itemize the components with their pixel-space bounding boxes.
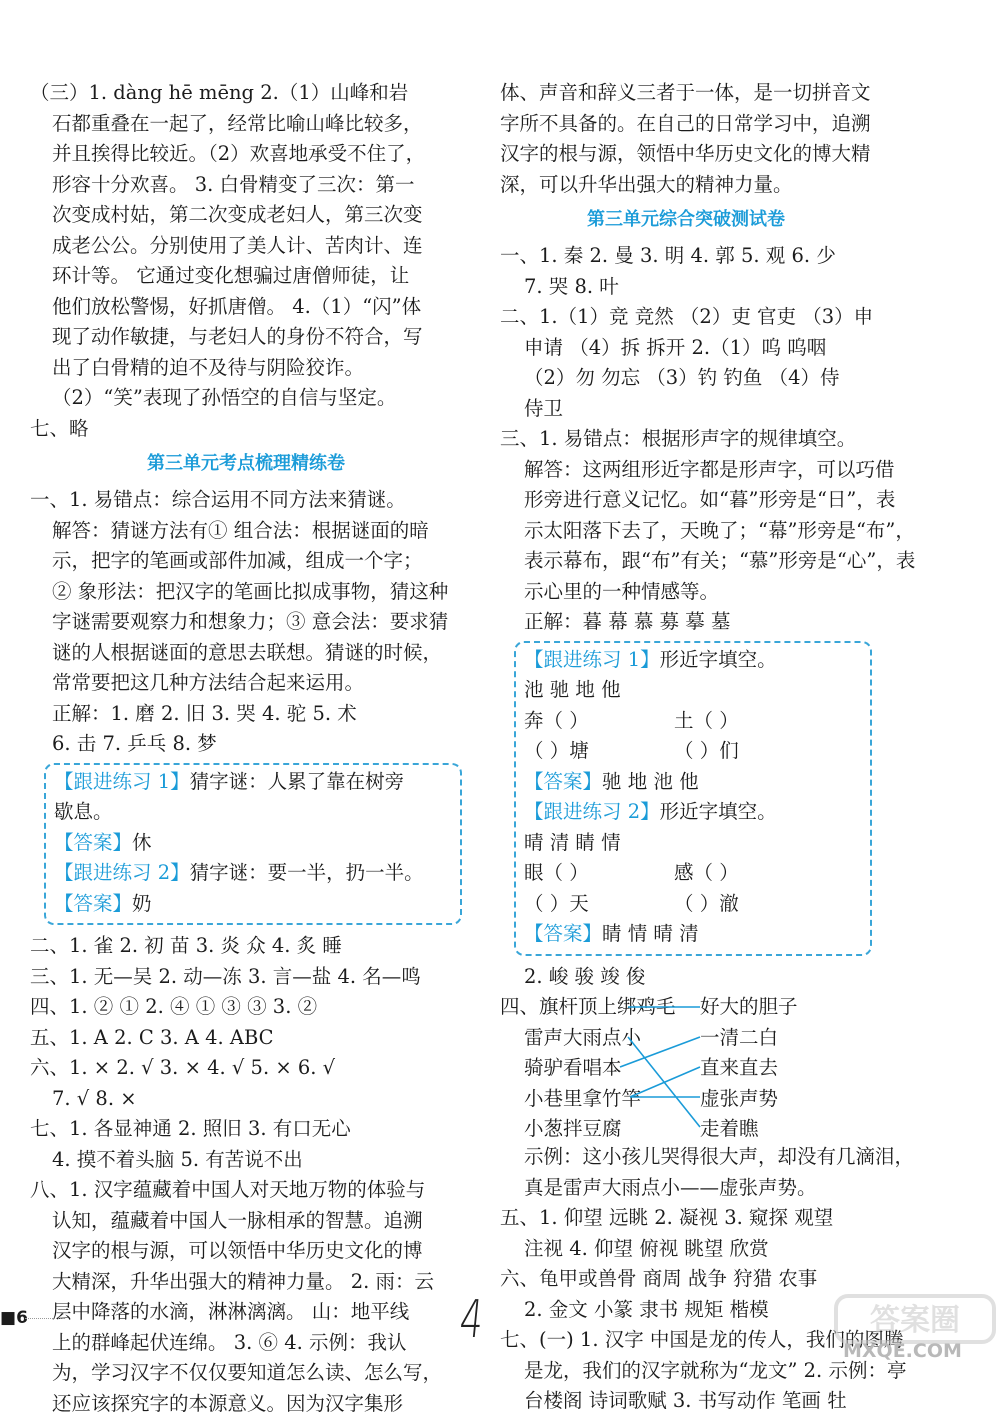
text-line: 一、1. 易错点：综合运用不同方法来猜谜。	[30, 485, 462, 516]
practice-text: 猜字谜：要一半，扔一半。	[190, 861, 424, 884]
text-line: 七、1. 各显神通 2. 照旧 3. 有口无心	[30, 1114, 462, 1145]
text-line: 7. √ 8. ×	[30, 1084, 462, 1115]
text-line: 7. 哭 8. 叶	[500, 272, 872, 303]
text-line: 二、1.（1）竞 竞然 （2）吏 官吏 （3）申	[500, 302, 872, 333]
text-line: 汉字的根与源，领悟中华历史文化的博大精	[500, 139, 872, 170]
answer-tag: 【答案】	[524, 770, 602, 793]
text-line: 形旁进行意义记忆。如“暮”形旁是“日”，表	[500, 485, 872, 516]
page-number: ■6	[0, 1308, 28, 1328]
blank: 眼（ ）	[524, 858, 674, 889]
practice-tag: 【跟进练习 1】	[54, 770, 190, 793]
text-line: 成老公公。分别使用了美人计、苦肉计、连	[30, 231, 462, 262]
divider	[25, 1318, 65, 1319]
watermark-label: 答案圈	[870, 1303, 960, 1338]
text-line: 汉字的根与源，可以领悟中华历史文化的博	[30, 1236, 462, 1267]
answer-text: 休	[132, 831, 152, 854]
blank: 感（ ）	[674, 861, 739, 884]
text-line: （2）“笑”表现了孙悟空的自信与坚定。	[30, 383, 462, 414]
text-line: 申请 （4）拆 拆开 2.（1）呜 呜咽	[500, 333, 872, 364]
matching-exercise	[500, 992, 872, 1142]
text-line: 石都重叠在一起了，经常比喻山峰比较多，	[30, 109, 462, 140]
text-line: 字所不具备的。在自己的日常学习中，追溯	[500, 109, 872, 140]
answer-tag: 【答案】	[54, 892, 132, 915]
text-line: 示，把字的笔画或部件加减，组成一个字；	[30, 546, 462, 577]
text-line: （三）1. dàng hē mēng 2.（1）山峰和岩	[30, 78, 462, 109]
match-left-item: 骑驴看唱本	[500, 1053, 660, 1084]
text-line: 注视 4. 仰望 俯视 眺望 欣赏	[500, 1234, 872, 1265]
text-line: 正解：暮 幕 慕 募 摹 墓	[500, 607, 872, 638]
blank: （ ）塘	[524, 736, 674, 767]
text-line: 八、1. 汉字蕴藏着中国人对天地万物的体验与	[30, 1175, 462, 1206]
text-line: 三、1. 无—吴 2. 动—冻 3. 言—盐 4. 名—鸣	[30, 962, 462, 993]
text-line: 大精深，升华出强大的精神力量。 2. 雨：云	[30, 1267, 462, 1298]
text-line: 示例：这小孩儿哭得很大声，却没有几滴泪，	[500, 1142, 872, 1173]
answer-text: 奶	[132, 892, 152, 915]
match-right-item: 虚张声势	[700, 1084, 870, 1115]
text-line: 出了白骨精的迫不及待与阴险狡诈。	[30, 353, 462, 384]
text-line: 为，学习汉字不仅仅要知道怎么读、怎么写，	[30, 1358, 462, 1389]
match-right-item: 一清二白	[700, 1023, 870, 1054]
watermark-url: MXQE.COM	[843, 1340, 962, 1362]
text-line: 六、1. × 2. √ 3. × 4. √ 5. × 6. √	[30, 1053, 462, 1084]
answer-text: 驰 地 池 他	[602, 770, 699, 793]
text-line: 上的群峰起伏连绵。 3. ⑥ 4. 示例：我认	[30, 1328, 462, 1359]
text-line: 示心里的一种情感等。	[500, 577, 872, 608]
text-line: 体、声音和辞义三者于一体，是一切拼音文	[500, 78, 872, 109]
text-line: 七、(一) 1. 汉字 中国是龙的传人，我们的图腾	[500, 1325, 872, 1356]
match-left-item: 小葱拌豆腐	[500, 1114, 660, 1145]
text-line: ② 象形法：把汉字的笔画比拟成事物，猜这种	[30, 577, 462, 608]
text-line: 五、1. 仰望 远眺 2. 凝视 3. 窥探 观望	[500, 1203, 872, 1234]
text-line: 6. 击 7. 乒乓 8. 梦	[30, 729, 462, 760]
match-right-item: 走着瞧	[700, 1114, 870, 1145]
match-left-item: 雷声大雨点小	[500, 1023, 660, 1054]
match-left-item: 小巷里拿竹竿	[500, 1084, 660, 1115]
text-line: 字谜需要观察力和想象力；③ 意会法：要求猜	[30, 607, 462, 638]
practice-text: 形近字填空。	[660, 648, 777, 671]
practice-text: 歇息。	[54, 797, 452, 828]
practice-box	[514, 641, 872, 956]
blank: （ ）天	[524, 889, 674, 920]
text-line: 四、1. ② ① 2. ④ ① ③ ③ 3. ②	[30, 992, 462, 1023]
section-title: 第三单元综合突破测试卷	[500, 206, 872, 234]
blank: （ ）澈	[674, 892, 739, 915]
text-line: 台楼阁 诗词歌赋 3. 书写动作 笔画 牡	[500, 1386, 872, 1417]
text-line: 2. 金文 小篆 隶书 规矩 楷模	[500, 1295, 872, 1326]
text-line: 深，可以升华出强大的精神力量。	[500, 170, 872, 201]
left-column	[30, 78, 462, 1419]
practice-text: 猜字谜：人累了靠在树旁	[190, 770, 405, 793]
practice-text: 池 驰 地 他	[524, 675, 862, 706]
text-line: 一、1. 秦 2. 曼 3. 明 4. 郭 5. 观 6. 少	[500, 241, 872, 272]
practice-tag: 【跟进练习 2】	[524, 800, 660, 823]
text-line: 层中降落的水滴，淋淋漓漓。 山：地平线	[30, 1297, 462, 1328]
text-line: 正解：1. 磨 2. 旧 3. 哭 4. 驼 5. 术	[30, 699, 462, 730]
answer-tag: 【答案】	[54, 831, 132, 854]
text-line: 是龙，我们的汉字就称为“龙文” 2. 示例：亭	[500, 1356, 872, 1387]
text-line: 示太阳落下去了，天晚了；“幕”形旁是“布”，	[500, 516, 872, 547]
text-line: 五、1. A 2. C 3. A 4. ABC	[30, 1023, 462, 1054]
text-line: 还应该探究字的本源意义。因为汉字集形	[30, 1389, 462, 1419]
text-line: 常常要把这几种方法结合起来运用。	[30, 668, 462, 699]
match-lines	[500, 992, 872, 1152]
match-right-item: 直来直去	[700, 1053, 870, 1084]
text-line: 认知，蕴藏着中国人一脉相承的智慧。追溯	[30, 1206, 462, 1237]
text-line: （2）勿 勿忘 （3）钓 钓鱼 （4）侍	[500, 363, 872, 394]
blank: （ ）们	[674, 739, 739, 762]
practice-text: 形近字填空。	[660, 800, 777, 823]
practice-tag: 【跟进练习 1】	[524, 648, 660, 671]
text-line: 侍卫	[500, 394, 872, 425]
text-line: 次变成村姑，第二次变成老妇人，第三次变	[30, 200, 462, 231]
practice-text: 晴 清 睛 情	[524, 828, 862, 859]
text-line: 解答：这两组形近字都是形声字，可以巧借	[500, 455, 872, 486]
match-left-item: 四、旗杆顶上绑鸡毛	[500, 992, 660, 1023]
text-line: 环计等。 它通过变化想骗过唐僧师徒，让	[30, 261, 462, 292]
answer-tag: 【答案】	[524, 922, 602, 945]
text-line: 六、龟甲或兽骨 商周 战争 狩猎 农事	[500, 1264, 872, 1295]
text-line: 4. 摸不着头脑 5. 有苦说不出	[30, 1145, 462, 1176]
blank: 土（ ）	[674, 709, 739, 732]
practice-box	[44, 763, 462, 926]
text-line: 二、1. 雀 2. 初 苗 3. 炎 众 4. 炙 睡	[30, 931, 462, 962]
text-line: 他们放松警惕，好抓唐僧。 4.（1）“闪”体	[30, 292, 462, 323]
text-line: 三、1. 易错点：根据形声字的规律填空。	[500, 424, 872, 455]
text-line: 形容十分欢喜。 3. 白骨精变了三次：第一	[30, 170, 462, 201]
section-title: 第三单元考点梳理精练卷	[30, 450, 462, 478]
text-line: 表示幕布，跟“布”有关；“慕”形旁是“心”，表	[500, 546, 872, 577]
item-seven: 七、略	[30, 414, 462, 445]
text-line: 解答：猜谜方法有① 组合法：根据谜面的暗	[30, 516, 462, 547]
text-line: 现了动作敏捷，与老妇人的身份不符合，写	[30, 322, 462, 353]
text-line: 谜的人根据谜面的意思去联想。猜谜的时候，	[30, 638, 462, 669]
practice-tag: 【跟进练习 2】	[54, 861, 190, 884]
text-line: 真是雷声大雨点小——虚张声势。	[500, 1173, 872, 1204]
handwritten-mark: 4	[457, 1290, 486, 1350]
right-column	[500, 78, 872, 1417]
text-line: 并且挨得比较近。（2）欢喜地承受不住了，	[30, 139, 462, 170]
match-line	[630, 1067, 700, 1097]
blank: 奔（ ）	[524, 706, 674, 737]
match-right-item: 好大的胆子	[700, 992, 870, 1023]
answer-text: 睛 情 晴 清	[602, 922, 699, 945]
text-line: 2. 峻 骏 竣 俊	[500, 962, 872, 993]
